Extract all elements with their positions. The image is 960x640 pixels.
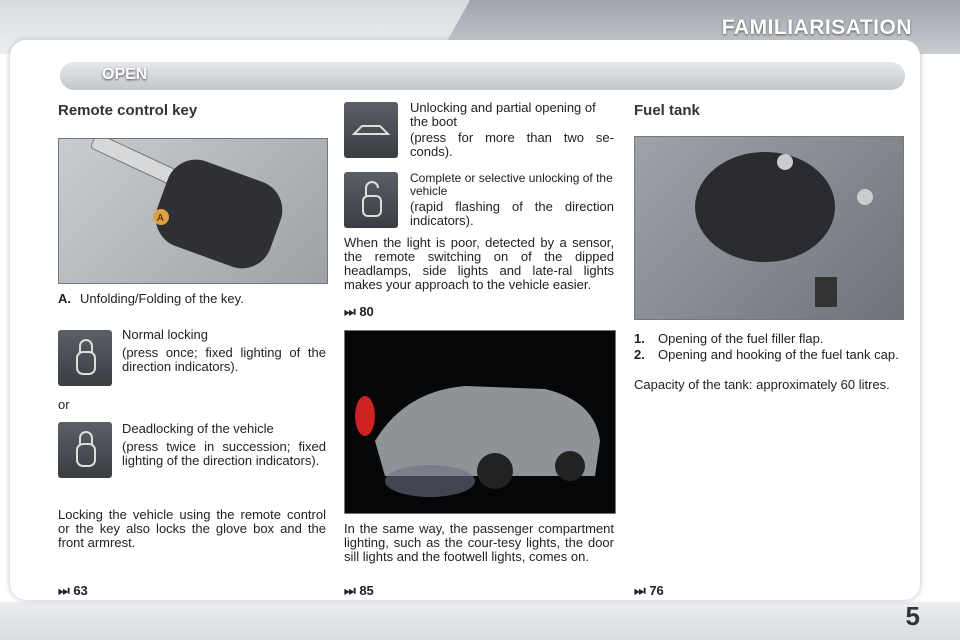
arrow-icon: ⏭ [58,583,74,598]
boot-title: Unlocking and partial opening of the boot [410,100,596,129]
step2-text: Opening and hooking of the fuel tank cap. [658,347,899,362]
capacity-text: Capacity of the tank: approximately 60 litres. [634,377,890,392]
step1-text: Opening of the fuel filler flap. [658,331,824,346]
or-text: or [58,397,70,412]
padlock-unlocked-icon [344,172,398,228]
car-boot-icon [344,102,398,158]
ref-76[interactable] [634,583,664,599]
arrow-icon: ⏭ [344,304,360,319]
bottom-band [0,602,960,640]
deadlock-title: Deadlocking of the vehicle [122,421,274,436]
deadlock-desc: (press twice in succession; fixed lighting of the direction indicators). [122,439,326,468]
fuel-tank-image [634,136,904,320]
ref-80-label: 80 [359,304,374,319]
car-lighting-image [344,330,616,514]
boot-desc: (press for more than two se-conds). [410,130,614,159]
ref-85-label: 85 [359,583,374,598]
caption-letter: A. [58,291,71,306]
ref-63-label: 63 [73,583,88,598]
fuel-tank-heading: Fuel tank [634,102,700,119]
normal-locking-title: Normal locking [122,327,208,342]
arrow-icon: ⏭ [344,583,360,598]
normal-locking-desc: (press once; fixed lighting of the direction indicators). [122,345,326,374]
ref-63[interactable] [58,583,88,599]
section-title: FAMILIARISATION [721,16,912,39]
step2-number: 2. [634,347,645,362]
passenger-lighting-text: In the same way, the passenger compartment lighting, such as the cour-tesy lights, the door sill lights and the footwell lights, comes on. [344,521,614,564]
locking-footnote: Locking the vehicle using the remote control or the key also locks the glove box and the front armrest. [58,507,326,550]
remote-key-heading: Remote control key [58,102,198,119]
approach-lighting-text: When the light is poor, detected by a sensor, the remote switching on of the dipped headlamps, side lights and late-ral lights makes your approach to the vehicle easier. [344,235,614,292]
page-number: 5 [905,601,920,631]
padlock-locked-icon [58,330,112,386]
ref-85[interactable] [344,583,374,599]
open-label: OPEN [102,66,148,83]
open-bar [60,62,905,90]
svg-text:A: A [157,213,164,224]
unlock-title: Complete or selective unlocking of the vehicle [410,171,613,198]
unlock-desc: (rapid flashing of the direction indicators). [410,199,614,228]
arrow-icon: ⏭ [634,583,650,598]
padlock-deadlock-icon [58,422,112,478]
step1-number: 1. [634,331,645,346]
ref-76-label: 76 [649,583,664,598]
ref-80[interactable] [344,304,374,320]
remote-key-image [58,138,328,284]
key-caption: Unfolding/Folding of the key. [80,291,244,306]
